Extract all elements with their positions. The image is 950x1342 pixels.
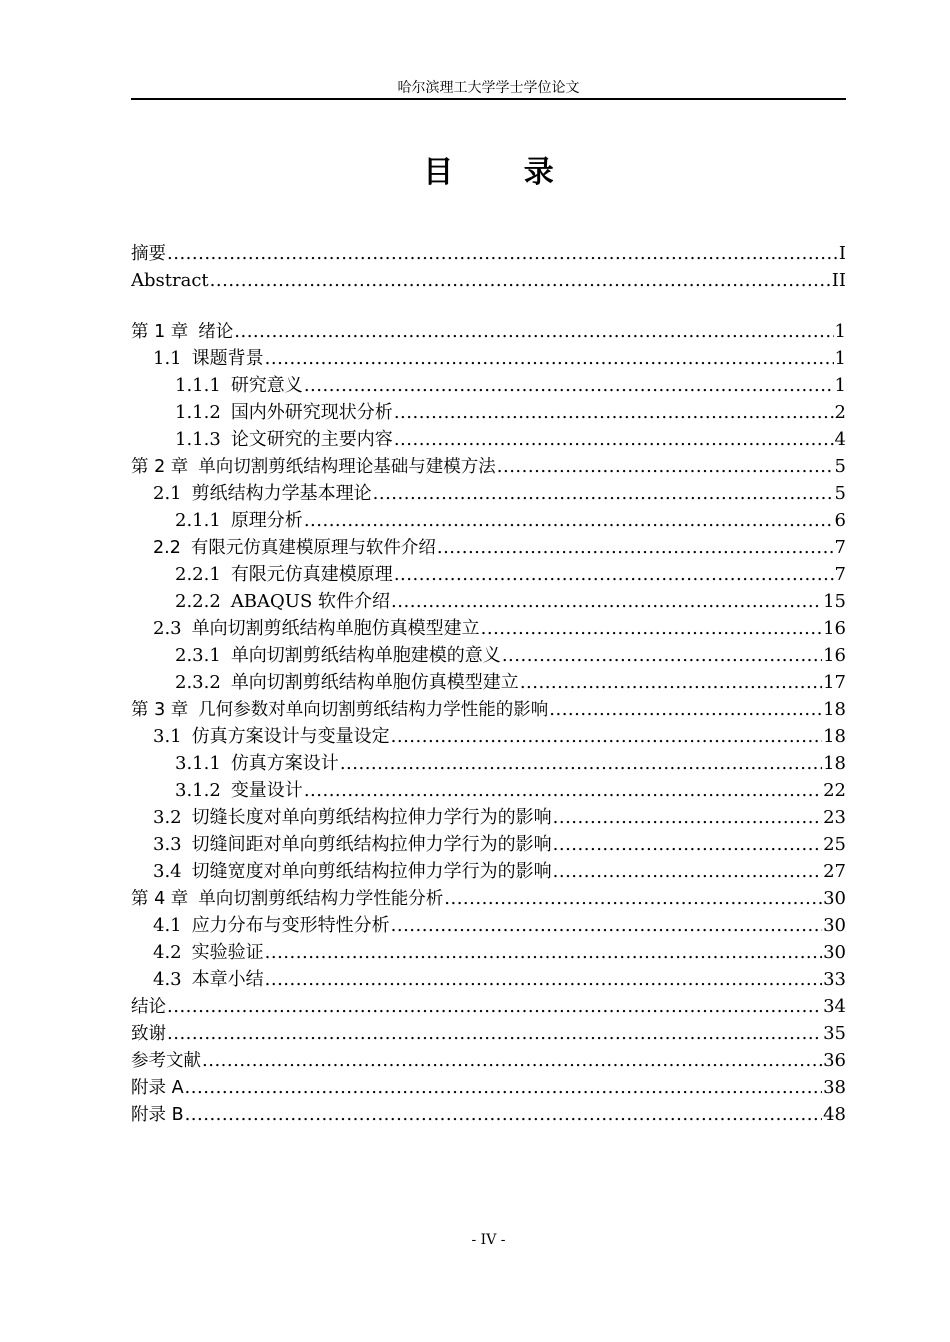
toc-entry-title: 附录 A (131, 1078, 184, 1098)
toc-entry-title: 应力分布与变形特性分析 (191, 915, 390, 936)
toc-page-number: I (838, 243, 846, 264)
toc-entry-label: 摘要 (131, 244, 166, 264)
page-title: 目 录 (423, 155, 584, 190)
toc-entry-label (153, 480, 372, 507)
toc-entry-title: 本章小结 (191, 969, 264, 990)
toc-entry-title: 原理分析 (230, 510, 303, 531)
toc-page-number: 1 (834, 375, 846, 396)
toc-entry-number: 2.2 (153, 538, 181, 558)
toc-leader-dots (553, 831, 822, 858)
toc-page-number: 16 (823, 645, 846, 666)
toc-page-number: 1 (834, 348, 846, 369)
toc-entry-title: 单向切割剪纸结构单胞仿真模型建立 (191, 618, 480, 639)
toc-leader-dots (444, 885, 822, 912)
toc-entry-number: 2.2.2 (175, 591, 221, 612)
toc-entry-title: 单向切割剪纸结构理论基础与建模方法 (198, 457, 496, 477)
toc-entry-label (175, 507, 303, 534)
toc-subsection-entry[interactable] (131, 372, 846, 399)
toc-entry-label (153, 345, 264, 372)
toc-entry-number: 第 3 章 (131, 700, 189, 720)
toc-page-number: 16 (823, 618, 846, 639)
toc-main-list (131, 318, 846, 1128)
toc-leader-dots (167, 240, 838, 267)
toc-section-entry[interactable] (131, 831, 846, 858)
toc-entry-title: 结论 (131, 997, 166, 1017)
toc-subsection-entry[interactable] (131, 750, 846, 777)
toc-entry-number: 3.2 (153, 807, 182, 828)
toc-chapter-entry[interactable] (131, 453, 846, 480)
toc-entry-number: 2.2.1 (175, 564, 221, 585)
toc-entry-title: 致谢 (131, 1024, 166, 1044)
toc-entry-title: 变量设计 (230, 780, 303, 801)
toc-entry-title: 仿真方案设计 (230, 753, 339, 774)
toc-entry-number: 3.4 (153, 861, 182, 882)
toc-subsection-entry[interactable] (131, 777, 846, 804)
toc-leader-dots (167, 993, 822, 1020)
toc-entry-label (175, 777, 303, 804)
toc-page-number: 6 (834, 510, 846, 531)
toc-leader-dots (167, 1020, 822, 1047)
toc-entry-number: 第 2 章 (131, 457, 189, 477)
toc-entry-label (175, 372, 303, 399)
toc-leader-dots (373, 480, 834, 507)
toc-page-number: 1 (834, 321, 846, 342)
toc-leader-dots (391, 723, 822, 750)
toc-section-entry[interactable] (131, 615, 846, 642)
toc-entry-label (131, 697, 548, 723)
toc-entry-label (153, 858, 552, 885)
toc-entry-title: 几何参数对单向切割剪纸结构力学性能的影响 (198, 700, 549, 720)
toc-section-entry[interactable] (131, 966, 846, 993)
toc-leader-dots (502, 642, 822, 669)
toc-entry-number: 2.1 (153, 483, 182, 504)
toc-leader-dots (304, 372, 834, 399)
toc-entry-title: 仿真方案设计与变量设定 (191, 726, 390, 747)
toc-entry-label (131, 994, 166, 1020)
toc-entry-number: 1.1 (153, 348, 182, 369)
toc-entry-label (175, 588, 390, 615)
toc-page-number: 5 (834, 483, 846, 504)
toc-entry-label (153, 831, 552, 858)
toc-chapter-entry[interactable] (131, 1020, 846, 1047)
toc-entry-title: 单向切割剪纸结构单胞仿真模型建立 (230, 672, 519, 693)
toc-subsection-entry[interactable] (131, 399, 846, 426)
toc-leader-dots (549, 696, 822, 723)
toc-leader-dots (202, 1047, 822, 1074)
toc-section-entry[interactable] (131, 723, 846, 750)
toc-subsection-entry[interactable] (131, 561, 846, 588)
toc-subsection-entry[interactable] (131, 507, 846, 534)
toc-page-number: 48 (823, 1104, 846, 1125)
toc-page-number: 27 (823, 861, 846, 882)
toc-section-entry[interactable] (131, 480, 846, 507)
toc-entry-label (131, 1075, 184, 1101)
toc-entry-label (131, 319, 233, 345)
toc-entry-number: 4.2 (153, 942, 182, 963)
toc-page-number: 36 (823, 1050, 846, 1071)
toc-page-number: 17 (823, 672, 846, 693)
toc-entry-label (153, 804, 552, 831)
running-header: 哈尔滨理工大学学士学位论文 (397, 80, 580, 96)
toc-entry-label (175, 561, 393, 588)
toc-chapter-entry[interactable] (131, 318, 846, 345)
header-rule (131, 98, 846, 100)
toc-entry-label (153, 966, 264, 993)
toc-leader-dots (304, 777, 822, 804)
toc-entry-number: 第 1 章 (131, 322, 189, 342)
toc-section-entry[interactable] (131, 804, 846, 831)
toc-page-number: 22 (823, 780, 846, 801)
toc-entry-title: 切缝间距对单向剪纸结构拉伸力学行为的影响 (191, 834, 552, 855)
toc-entry-title: 论文研究的主要内容 (230, 429, 393, 450)
toc-entry-title: 研究意义 (230, 375, 303, 396)
toc-leader-dots (553, 804, 822, 831)
toc-entry-number: 4.1 (153, 915, 182, 936)
toc-page-number: 18 (823, 753, 846, 774)
toc-entry-number: 1.1.2 (175, 402, 221, 423)
toc-entry-title: 单向切割剪纸结构力学性能分析 (198, 889, 444, 909)
toc-leader-dots (265, 345, 834, 372)
toc-leader-dots (394, 426, 834, 453)
toc-entry-label (175, 642, 501, 669)
toc-entry-number: 3.1.2 (175, 780, 221, 801)
toc-entry-title: 附录 B (131, 1105, 184, 1125)
toc-section-entry[interactable] (131, 912, 846, 939)
toc-entry-label (153, 939, 264, 966)
toc-entry-abstract-cn[interactable] (131, 240, 846, 267)
toc-entry-title: 单向切割剪纸结构单胞建模的意义 (230, 645, 501, 666)
toc-entry-title: 剪纸结构力学基本理论 (191, 483, 372, 504)
toc-leader-dots (210, 267, 831, 294)
toc-section-entry[interactable] (131, 534, 846, 561)
toc-leader-dots (304, 507, 834, 534)
toc-entry-number: 1.1.1 (175, 375, 221, 396)
toc-page-number: 7 (834, 564, 846, 585)
toc-front-matter (131, 240, 846, 294)
toc-entry-title: 绪论 (198, 322, 234, 342)
toc-entry-title: 课题背景 (191, 348, 264, 369)
toc-section-entry[interactable] (131, 858, 846, 885)
toc-section-entry[interactable] (131, 939, 846, 966)
toc-entry-title: 参考文献 (131, 1051, 201, 1071)
toc-entry-number: 第 4 章 (131, 889, 189, 909)
page-number-footer: - IV - (471, 1232, 506, 1248)
toc-page-number: 38 (823, 1077, 846, 1098)
toc-chapter-entry[interactable] (131, 696, 846, 723)
toc-entry-abstract-en[interactable] (131, 267, 846, 294)
toc-entry-number: 3.1.1 (175, 753, 221, 774)
toc-leader-dots (553, 858, 822, 885)
toc-page-number: 30 (823, 888, 846, 909)
toc-page-number: 2 (834, 402, 846, 423)
toc-leader-dots (265, 966, 822, 993)
toc-entry-title: ABAQUS 软件介绍 (230, 591, 391, 612)
toc-leader-dots (437, 534, 834, 561)
toc-page-number: 18 (823, 699, 846, 720)
toc-entry-label (131, 886, 443, 912)
toc-leader-dots (234, 318, 833, 345)
toc-page-number: 15 (823, 591, 846, 612)
toc-entry-label (175, 669, 519, 696)
toc-entry-label (131, 454, 496, 480)
toc-entry-title: 切缝宽度对单向剪纸结构拉伸力学行为的影响 (191, 861, 552, 882)
toc-page-number: 23 (823, 807, 846, 828)
toc-page-number: 18 (823, 726, 846, 747)
toc-page-number: 7 (834, 537, 846, 558)
toc-entry-label: Abstract (131, 270, 209, 291)
toc-chapter-entry[interactable] (131, 1101, 846, 1128)
toc-entry-label (175, 426, 393, 453)
toc-entry-label (175, 750, 339, 777)
toc-page-number: 30 (823, 942, 846, 963)
toc-entry-label (175, 399, 393, 426)
toc-leader-dots (394, 561, 834, 588)
toc-leader-dots (265, 939, 822, 966)
toc-page-number: 33 (823, 969, 846, 990)
toc-leader-dots (391, 912, 822, 939)
toc-entry-label (153, 723, 390, 750)
toc-subsection-entry[interactable] (131, 426, 846, 453)
toc-leader-dots (185, 1101, 823, 1128)
toc-entry-label (131, 1048, 201, 1074)
toc-leader-dots (185, 1074, 823, 1101)
toc-entry-label (131, 1021, 166, 1047)
toc-page-number: 30 (823, 915, 846, 936)
toc-chapter-entry[interactable] (131, 1074, 846, 1101)
toc-page-number: 5 (834, 456, 846, 477)
toc-subsection-entry[interactable] (131, 642, 846, 669)
toc-page-number: 34 (823, 996, 846, 1017)
toc-page-number: 4 (834, 429, 846, 450)
toc-page-number: II (831, 270, 846, 291)
toc-entry-label (131, 1102, 184, 1128)
toc-entry-title: 有限元仿真建模原理与软件介绍 (190, 538, 436, 558)
toc-leader-dots (520, 669, 822, 696)
toc-entry-title: 有限元仿真建模原理 (230, 564, 393, 585)
toc-entry-number: 2.3.1 (175, 645, 221, 666)
toc-entry-label (153, 535, 436, 561)
toc-entry-number: 1.1.3 (175, 429, 221, 450)
toc-chapter-entry[interactable] (131, 885, 846, 912)
toc-chapter-entry[interactable] (131, 1047, 846, 1074)
toc-entry-number: 4.3 (153, 969, 182, 990)
toc-page-number: 35 (823, 1023, 846, 1044)
toc-entry-title: 实验验证 (191, 942, 264, 963)
toc-subsection-entry[interactable] (131, 669, 846, 696)
toc-entry-title: 切缝长度对单向剪纸结构拉伸力学行为的影响 (191, 807, 552, 828)
toc-entry-label (153, 912, 390, 939)
toc-subsection-entry[interactable] (131, 588, 846, 615)
toc-entry-number: 2.1.1 (175, 510, 221, 531)
toc-entry-label (153, 615, 480, 642)
toc-entry-number: 3.1 (153, 726, 182, 747)
toc-leader-dots (394, 399, 834, 426)
toc-entry-title: 国内外研究现状分析 (230, 402, 393, 423)
toc-leader-dots (391, 588, 822, 615)
toc-entry-number: 3.3 (153, 834, 182, 855)
toc-page-number: 25 (823, 834, 846, 855)
toc-section-entry[interactable] (131, 345, 846, 372)
toc-entry-number: 2.3.2 (175, 672, 221, 693)
toc-leader-dots (481, 615, 822, 642)
toc-chapter-entry[interactable] (131, 993, 846, 1020)
toc-leader-dots (497, 453, 834, 480)
toc-entry-number: 2.3 (153, 618, 182, 639)
toc-leader-dots (340, 750, 822, 777)
